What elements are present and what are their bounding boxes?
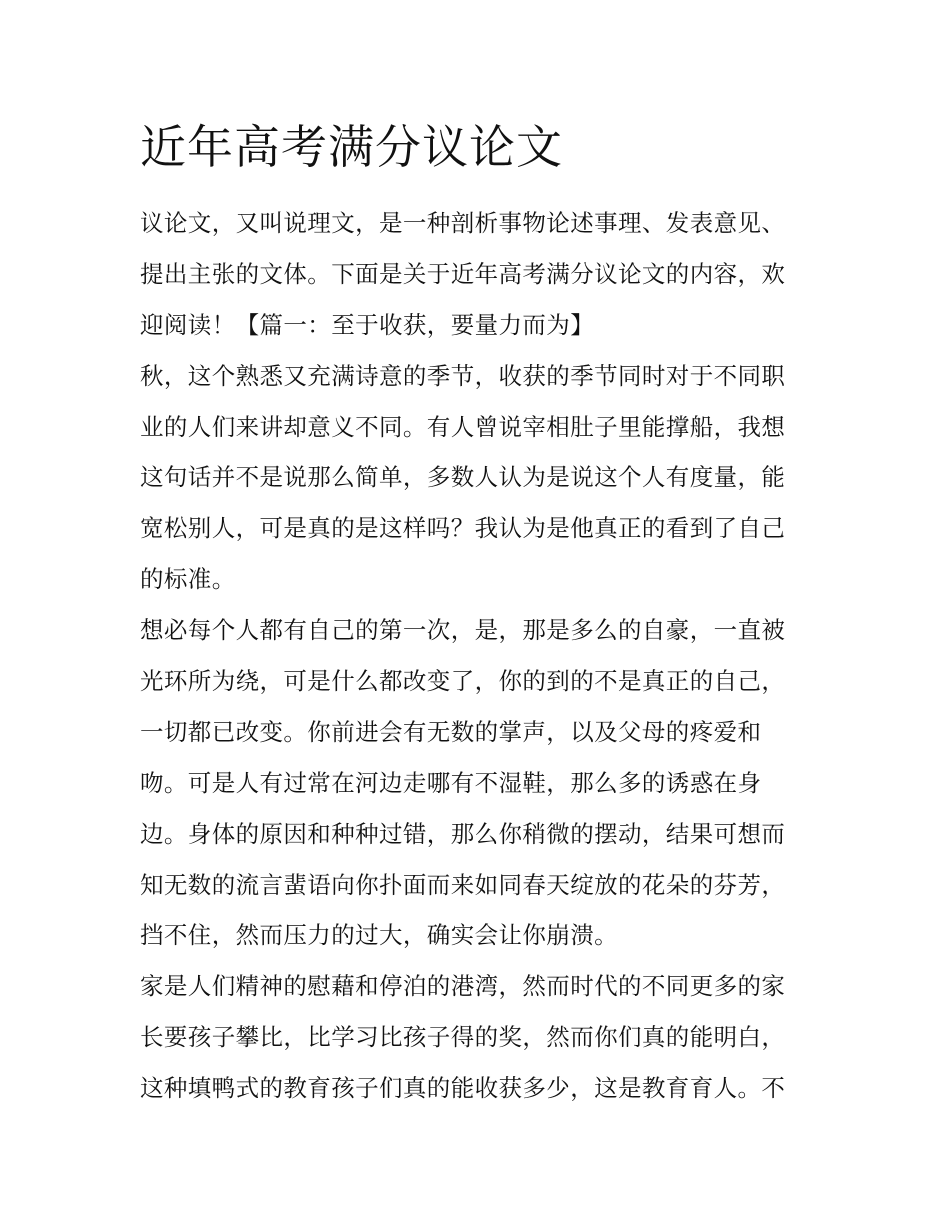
text-line: 提出主张的文体。下面是关于近年高考满分议论文的内容，欢 — [140, 259, 786, 288]
document-title: 近年高考满分议论文 — [140, 120, 563, 174]
document-body — [140, 198, 830, 1114]
text-line: 这种填鸭式的教育孩子们真的能收获多少，这是教育育人。不 — [140, 1074, 786, 1103]
text-line: 业的人们来讲却意义不同。有人曾说宰相肚子里能撑船，我想 — [140, 412, 786, 441]
text-line: 长要孩子攀比，比学习比孩子得的奖，然而你们真的能明白， — [140, 1023, 786, 1052]
text-line: 议论文，又叫说理文，是一种剖析事物论述事理、发表意见、 — [140, 209, 786, 237]
text-line: 这句话并不是说那么简单，多数人认为是说这个人有度量，能 — [140, 463, 786, 492]
text-line: 秋，这个熟悉又充满诗意的季节，收获的季节同时对于不同职 — [140, 361, 786, 390]
text-line: 知无数的流言蜚语向你扑面而来如同春天绽放的花朵的芬芳， — [140, 870, 786, 899]
text-line: 宽松别人，可是真的是这样吗？我认为是他真正的看到了自己 — [140, 514, 786, 543]
text-line: 迎阅读！【篇一：至于收获，要量力而为】 — [140, 310, 595, 339]
text-line: 想必每个人都有自己的第一次，是，那是多么的自豪，一直被 — [140, 616, 786, 645]
text-line: 的标准。 — [140, 565, 236, 594]
text-line: 一切都已改变。你前进会有无数的掌声，以及父母的疼爱和 — [140, 717, 762, 746]
text-line: 边。身体的原因和种种过错，那么你稍微的摆动，结果可想而 — [140, 819, 786, 848]
text-line: 吻。可是人有过常在河边走哪有不湿鞋，那么多的诱惑在身 — [140, 768, 762, 797]
text-line: 挡不住，然而压力的过大，确实会让你崩溃。 — [140, 921, 618, 950]
text-line: 家是人们精神的慰藉和停泊的港湾，然而时代的不同更多的家 — [140, 972, 786, 1001]
text-line: 光环所为绕，可是什么都改变了，你的到的不是真正的自己， — [140, 667, 786, 696]
